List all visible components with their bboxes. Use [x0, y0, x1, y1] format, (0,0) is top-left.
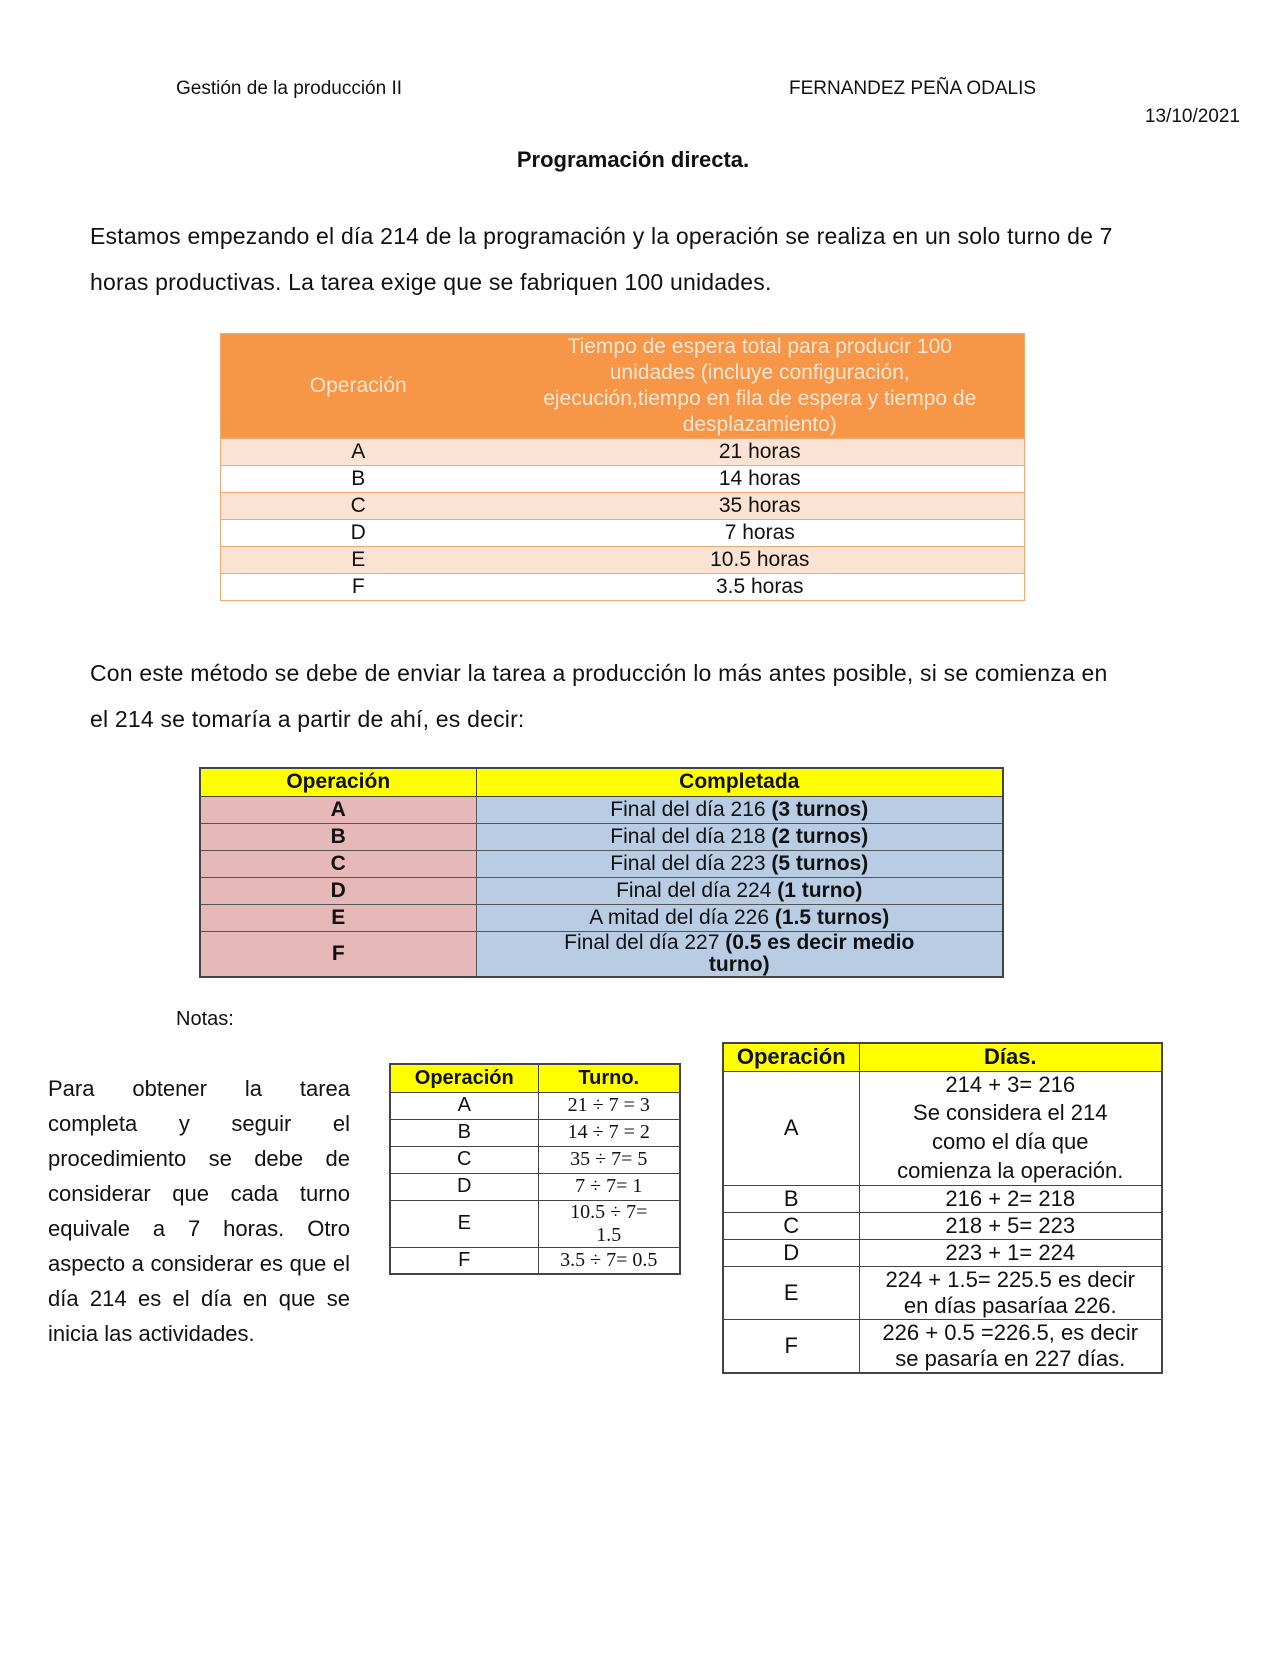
table-row: [723, 1212, 1162, 1239]
column-header: Turno.: [538, 1064, 680, 1092]
days-cell: [859, 1266, 1162, 1319]
days-note: Se considera el 214 como el día que comienza la operación.: [897, 1099, 1124, 1183]
operation-cell: F: [723, 1319, 859, 1373]
days-table: [722, 1042, 1163, 1374]
operation-cell: D: [390, 1173, 538, 1200]
table-row: [221, 439, 1025, 466]
table-row: [200, 796, 1003, 823]
operation-cell: A: [390, 1092, 538, 1119]
table-row: [221, 493, 1025, 520]
completion-shifts: (3 turnos): [771, 797, 869, 821]
days-cell: [859, 1071, 1162, 1185]
table-row: [221, 547, 1025, 574]
days-formula: 223 + 1= 224: [945, 1239, 1076, 1265]
operation-cell: A: [723, 1071, 859, 1185]
wait-time-cell: 14 horas: [496, 466, 1025, 493]
document-date: 13/10/2021: [1144, 106, 1240, 127]
shift-cell: 35 ÷ 7= 5: [538, 1146, 680, 1173]
wait-time-cell: 7 horas: [496, 520, 1025, 547]
table-row: [723, 1319, 1162, 1373]
operation-cell: D: [221, 520, 496, 547]
column-header: Días.: [859, 1043, 1162, 1071]
operation-cell: E: [200, 904, 476, 931]
completion-cell: [476, 796, 1003, 823]
shifts-table: [389, 1063, 681, 1275]
operation-cell: C: [221, 493, 496, 520]
method-paragraph: Con este método se debe de enviar la tarea a producción lo más antes posible, si se comienza en el 214 se tomaría a partir de ahí, es decir:: [90, 660, 1108, 732]
table-row: [723, 1239, 1162, 1266]
operation-cell: D: [200, 877, 476, 904]
intro-paragraph: Estamos empezando el día 214 de la programación y la operación se realiza en un solo turno de 7 horas productivas. La tarea exige que se fabriquen 100 unidades.: [90, 223, 1113, 295]
table-row: [200, 823, 1003, 850]
operation-cell: B: [390, 1119, 538, 1146]
days-cell: [859, 1185, 1162, 1212]
completion-cell: [476, 850, 1003, 877]
table-row: [200, 931, 1003, 977]
column-header: Completada: [476, 768, 1003, 796]
operation-cell: B: [723, 1185, 859, 1212]
shift-cell: 3.5 ÷ 7= 0.5: [538, 1247, 680, 1274]
table-row: [200, 850, 1003, 877]
column-header: Tiempo de espera total para producir 100 unidades (incluye configuración, ejecución,tiempo en fila de espera y tiempo de desplazamiento): [496, 334, 1025, 439]
completion-shifts: (1.5 turnos): [774, 905, 890, 929]
wait-time-table: [220, 333, 1025, 601]
author-name: FERNANDEZ PEÑA ODALIS: [789, 78, 1037, 99]
wait-time-cell: 3.5 horas: [496, 574, 1025, 601]
table-row: [390, 1173, 680, 1200]
completion-table: [199, 767, 1004, 978]
completion-text: Final del día 224: [616, 878, 778, 902]
shift-cell: 14 ÷ 7 = 2: [538, 1119, 680, 1146]
completion-shifts: (0.5 es decir medio turno): [708, 930, 915, 976]
operation-cell: E: [221, 547, 496, 574]
table-row: [723, 1266, 1162, 1319]
column-header: Operación: [390, 1064, 538, 1092]
shift-cell: 21 ÷ 7 = 3: [538, 1092, 680, 1119]
shift-cell: 7 ÷ 7= 1: [538, 1173, 680, 1200]
notes-paragraph: Para obtener la tarea completa y seguir el procedimiento se debe de considerar que cada turno equivale a 7 horas. Otro aspecto a considerar es que el día 214 es el día en que se inicia las actividades.: [48, 1076, 350, 1346]
table-row: [221, 574, 1025, 601]
operation-cell: B: [221, 466, 496, 493]
days-formula: 226 + 0.5 =226.5, es decir se pasaría en 227 días.: [882, 1319, 1139, 1371]
column-header: Operación: [221, 334, 496, 439]
completion-text: A mitad del día 226: [589, 905, 775, 929]
days-formula: 214 + 3= 216: [945, 1071, 1076, 1097]
completion-cell: [476, 904, 1003, 931]
table-row: [221, 520, 1025, 547]
completion-cell: [476, 823, 1003, 850]
wait-time-cell: 21 horas: [496, 439, 1025, 466]
course-name: Gestión de la producción II: [176, 78, 403, 99]
days-formula: 216 + 2= 218: [945, 1185, 1076, 1211]
wait-time-cell: 35 horas: [496, 493, 1025, 520]
operation-cell: C: [390, 1146, 538, 1173]
days-cell: [859, 1319, 1162, 1373]
completion-shifts: (2 turnos): [771, 824, 869, 848]
operation-cell: A: [200, 796, 476, 823]
table-row: [200, 877, 1003, 904]
column-header: Operación: [200, 768, 476, 796]
operation-cell: C: [723, 1212, 859, 1239]
column-header: Operación: [723, 1043, 859, 1071]
shift-cell: 10.5 ÷ 7= 1.5: [538, 1200, 680, 1247]
table-row: [200, 904, 1003, 931]
table-row: [390, 1092, 680, 1119]
operation-cell: E: [390, 1200, 538, 1247]
table-row: [390, 1200, 680, 1247]
table-row: [723, 1071, 1162, 1185]
completion-shifts: (5 turnos): [771, 851, 869, 875]
operation-cell: F: [200, 931, 476, 977]
completion-text: Final del día 218: [610, 824, 772, 848]
notes-label: Notas:: [176, 1008, 234, 1030]
completion-shifts: (1 turno): [777, 878, 863, 902]
days-formula: 218 + 5= 223: [945, 1212, 1076, 1238]
completion-text: Final del día 216: [610, 797, 772, 821]
operation-cell: D: [723, 1239, 859, 1266]
completion-cell: [476, 877, 1003, 904]
days-cell: [859, 1212, 1162, 1239]
completion-text: Final del día 223: [610, 851, 772, 875]
days-cell: [859, 1239, 1162, 1266]
wait-time-cell: 10.5 horas: [496, 547, 1025, 574]
table-row: [390, 1247, 680, 1274]
completion-text: Final del día 227: [564, 930, 726, 954]
table-row: [221, 466, 1025, 493]
table-row: [390, 1119, 680, 1146]
operation-cell: F: [221, 574, 496, 601]
table-row: [723, 1185, 1162, 1212]
operation-cell: A: [221, 439, 496, 466]
days-formula: 224 + 1.5= 225.5 es decir en días pasaríaa 226.: [885, 1266, 1136, 1318]
table-row: [390, 1146, 680, 1173]
operation-cell: E: [723, 1266, 859, 1319]
operation-cell: B: [200, 823, 476, 850]
operation-cell: C: [200, 850, 476, 877]
completion-cell: [476, 931, 1003, 977]
page-title: Programación directa.: [516, 147, 750, 172]
operation-cell: F: [390, 1247, 538, 1274]
